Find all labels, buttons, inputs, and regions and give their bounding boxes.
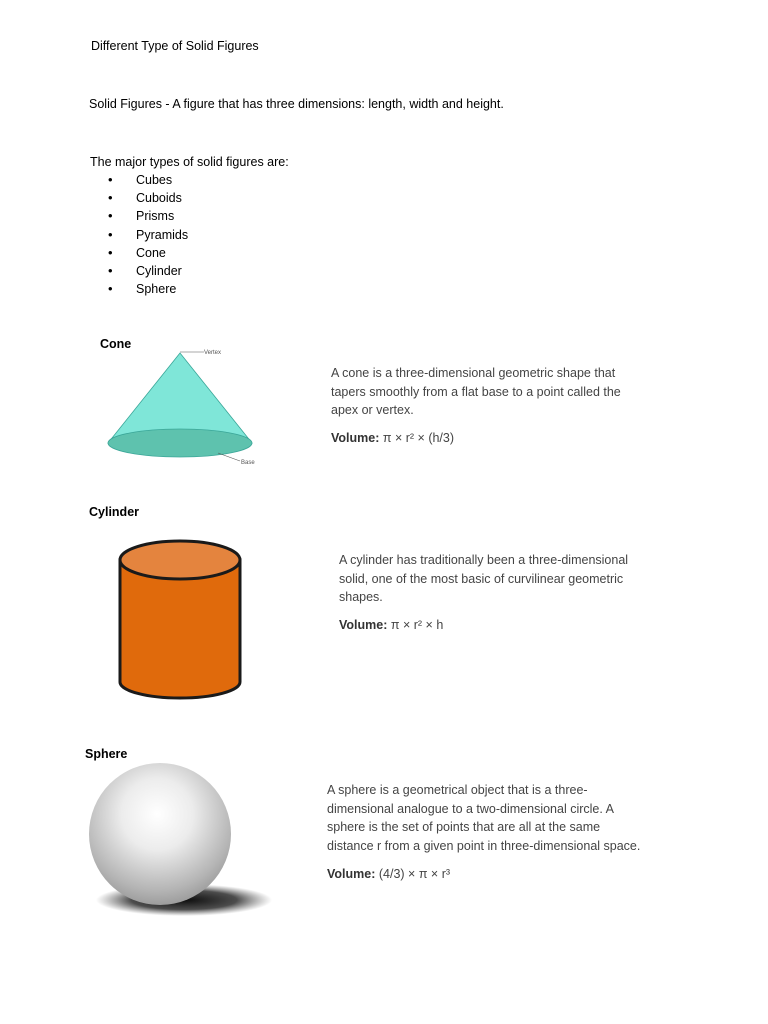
list-item-label: Cylinder: [136, 263, 182, 278]
list-item-label: Prisms: [136, 209, 175, 224]
cone-volume: [331, 429, 621, 447]
volume-formula: (4/3) × π × r³: [378, 866, 451, 881]
cylinder-description-line: solid, one of the most basic of curvilinear geometric: [339, 571, 624, 586]
sphere-heading: Sphere: [85, 747, 128, 761]
solid-types-list: [108, 171, 188, 298]
sphere-description: [327, 781, 640, 883]
volume-formula: π × r² × (h/3): [382, 431, 455, 446]
cone-description-line: apex or vertex.: [331, 403, 414, 418]
list-item: [108, 226, 188, 244]
sphere-description-line: distance r from a given point in three-dimensional space.: [327, 839, 641, 854]
document-title: Different Type of Solid Figures: [91, 39, 259, 53]
list-item-label: Cuboids: [136, 191, 182, 206]
cylinder-description-line: shapes.: [339, 590, 383, 605]
sphere-description-line: A sphere is a geometrical object that is a three-: [327, 783, 588, 797]
volume-formula: π × r² × h: [390, 618, 444, 633]
sphere-description-line: dimensional analogue to a two-dimensional circle. A: [327, 801, 614, 816]
list-item: [108, 171, 188, 189]
cylinder-description: [339, 551, 628, 634]
sphere-volume: [327, 865, 640, 883]
bullet-icon: •: [108, 281, 113, 297]
bullet-icon: •: [108, 208, 113, 224]
sphere-illustration: [84, 762, 274, 917]
sphere-description-line: sphere is the set of points that are all at the same: [327, 820, 601, 835]
cone-base: [108, 429, 252, 457]
types-intro: The major types of solid figures are:: [90, 155, 289, 169]
solid-figures-definition: Solid Figures - A figure that has three dimensions: length, width and height.: [89, 97, 504, 111]
cone-description: [331, 364, 621, 447]
volume-label: Volume:: [339, 618, 388, 633]
cylinder-volume: [339, 616, 628, 634]
base-label: Base: [241, 460, 255, 466]
sphere-ball: [89, 763, 231, 905]
cone-description-line: tapers smoothly from a flat base to a point called the: [331, 384, 621, 399]
cone-description-line: A cone is a three-dimensional geometric shape that: [331, 366, 616, 380]
list-item: [108, 207, 188, 225]
bullet-icon: •: [108, 172, 113, 187]
bullet-icon: •: [108, 244, 113, 260]
bullet-icon: •: [108, 226, 113, 242]
list-item-label: Pyramids: [136, 227, 189, 242]
list-item-label: Cone: [136, 245, 166, 260]
list-item: [108, 280, 188, 298]
bullet-icon: •: [108, 190, 113, 206]
list-item: [108, 244, 188, 262]
cylinder-body: [120, 560, 240, 698]
base-pointer: [218, 453, 240, 461]
volume-label: Volume:: [331, 431, 380, 446]
apex-label: Vertex: [204, 350, 222, 356]
cylinder-top: [120, 541, 240, 579]
list-item-label: Sphere: [136, 282, 177, 297]
cone-illustration: [100, 345, 270, 470]
bullet-icon: •: [108, 262, 113, 278]
cone-heading: Cone: [100, 337, 132, 351]
list-item: [108, 189, 188, 207]
volume-label: Volume:: [327, 866, 376, 881]
list-item-label: Cubes: [136, 173, 173, 187]
cylinder-illustration: [112, 536, 247, 704]
cylinder-heading: Cylinder: [89, 505, 140, 519]
list-item: [108, 262, 188, 280]
cylinder-description-line: A cylinder has traditionally been a three-dimensional: [339, 553, 629, 567]
